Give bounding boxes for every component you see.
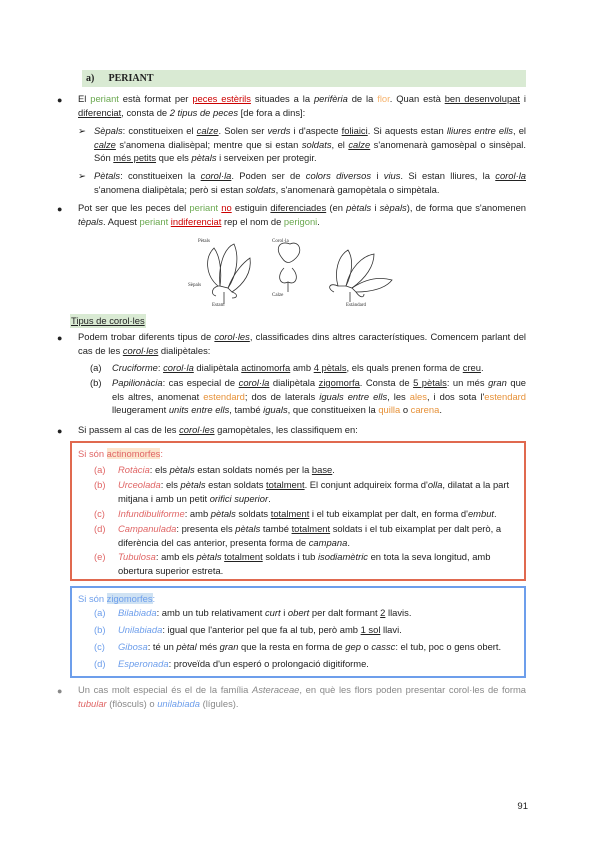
flower-drawing-1 — [208, 244, 251, 304]
flower-drawing-2 — [278, 243, 299, 292]
section-heading — [82, 70, 526, 87]
figure-label-estandard: Estàndard — [346, 303, 366, 306]
page-number: 91 — [517, 801, 528, 812]
paragraph-gamopetales: Si passem al cas de les corol·les gamopètales, les classifiquem en: — [78, 424, 358, 435]
paragraph-perigoni: Pot ser que les peces del periant no estiguin diferenciades (en pètals i sèpals), de forma que s'anomenen tèpals. Aquest periant indiferenciat rep el nom de perigoni. — [78, 202, 527, 227]
bullet: ● — [57, 426, 63, 436]
zigomorfes-box: Si són zigomorfes: (a) Bilabiada: amb un tub relativament curt i obert per dalt formant 2 llavis. (b) Unilabiada: igual que l'anterior pel que fa al tub, però amb 1 sol llavi. (c) Gibosa: té un pètal més gran que la resta en forma de gep o cassc: el tub, poc o gens obert. (d) Esperonada: proveïda d'un esperó o prolongació digitiforme. — [70, 586, 526, 678]
figure-label-petals: Pètals — [198, 239, 210, 244]
list-item-papilionacia: (b) Papilionàcia: cas especial de corol·la dialipètala zigomorfa. Consta de 5 pètals: un més gran que els altres, anomenat estendard; dos de laterals iguals entre ells, les ales, i dos sota l'estendard lleugerament units entre ells, també iguals, que constitueixen la quilla o carena. — [90, 377, 527, 416]
zigomorfes-title: Si són zigomorfes: — [78, 593, 156, 604]
bullet: ● — [57, 686, 63, 696]
paragraph-periant: El periant està format per peces estèrils situades a la perifèria de la flor. Quan està ben desenvolupat i diferenciat, consta de 2 tipus de peces [de fora a dins]: — [78, 93, 526, 118]
list-item-cruciforme: (a) Cruciforme: corol·la dialipètala actinomorfa amb 4 pètals, els quals prenen forma de creu. — [90, 362, 484, 373]
actinomorfes-box: Si són actinomorfes: (a) Rotàcia: els pètals estan soldats només per la base. (b) Urceolada: els pètals estan soldats totalment. El conjunt adquireix forma d'olla, dilatat a la part mitjana i amb un petit orifici superior. (c) Infundibuliforme: amb pètals soldats totalment i el tub eixamplat per dalt, en forma d'embut. (d) Campanulada: presenta els pètals també totalment soldats i el tub eixamplat per dalt però, a diferència del cas anterior, presenta forma de campana. (e) Tubulosa: amb els pètals totalment soldats i tub isodiamètric en tota la seva longitud, amb obertura superior estreta. — [70, 441, 526, 581]
bullet: ● — [57, 204, 63, 214]
bullet: ● — [57, 95, 63, 105]
figure-label-calze: Calze — [272, 293, 284, 298]
subsection-title: Tipus de corol·les — [71, 315, 145, 326]
section-title: PERIANT — [108, 73, 154, 84]
paragraph-asteraceae: Un cas molt especial és el de la família Asteraceae, en què les flors poden presentar corol·les de forma tubular (flòsculs) o unilabiada (lígules). — [78, 684, 526, 709]
flower-figure — [188, 236, 410, 306]
paragraph-corolles: Podem trobar diferents tipus de corol·les, classificades dins altres característiques. Comencem parlant del cas de les corol·les dialipètales: — [78, 331, 526, 356]
arrow-bullet: ➢ — [78, 125, 86, 136]
flower-drawing-3 — [330, 250, 392, 302]
paragraph-sepals: ➢ Sèpals: constitueixen el calze. Solen ser verds i d'aspecte foliaici. Si aquests estan lliures entre ells, el calze s'anomena dialisèpal; mentre que si estan soldats, el calze s'anomenarà gamosèpal o sinsèpal. Són més petits que els pètals i serveixen per protegir. — [78, 125, 526, 164]
actinomorfes-title: Si són actinomorfes: — [78, 448, 163, 459]
paragraph-petals: ➢ Pètals: constitueixen la corol·la. Poden ser de colors diversos i vius. Si estan lliures, la corol·la s'anomena dialipètala; però si estan soldats, s'anomenarà gamopètala o simpètala. — [78, 170, 526, 195]
figure-label-estam: Estam — [212, 303, 225, 306]
section-letter: a) — [86, 73, 95, 84]
figure-label-corolla: Corol·la — [272, 239, 289, 244]
arrow-bullet: ➢ — [78, 170, 86, 181]
figure-label-sepals: Sèpals — [188, 283, 202, 288]
bullet: ● — [57, 333, 63, 343]
